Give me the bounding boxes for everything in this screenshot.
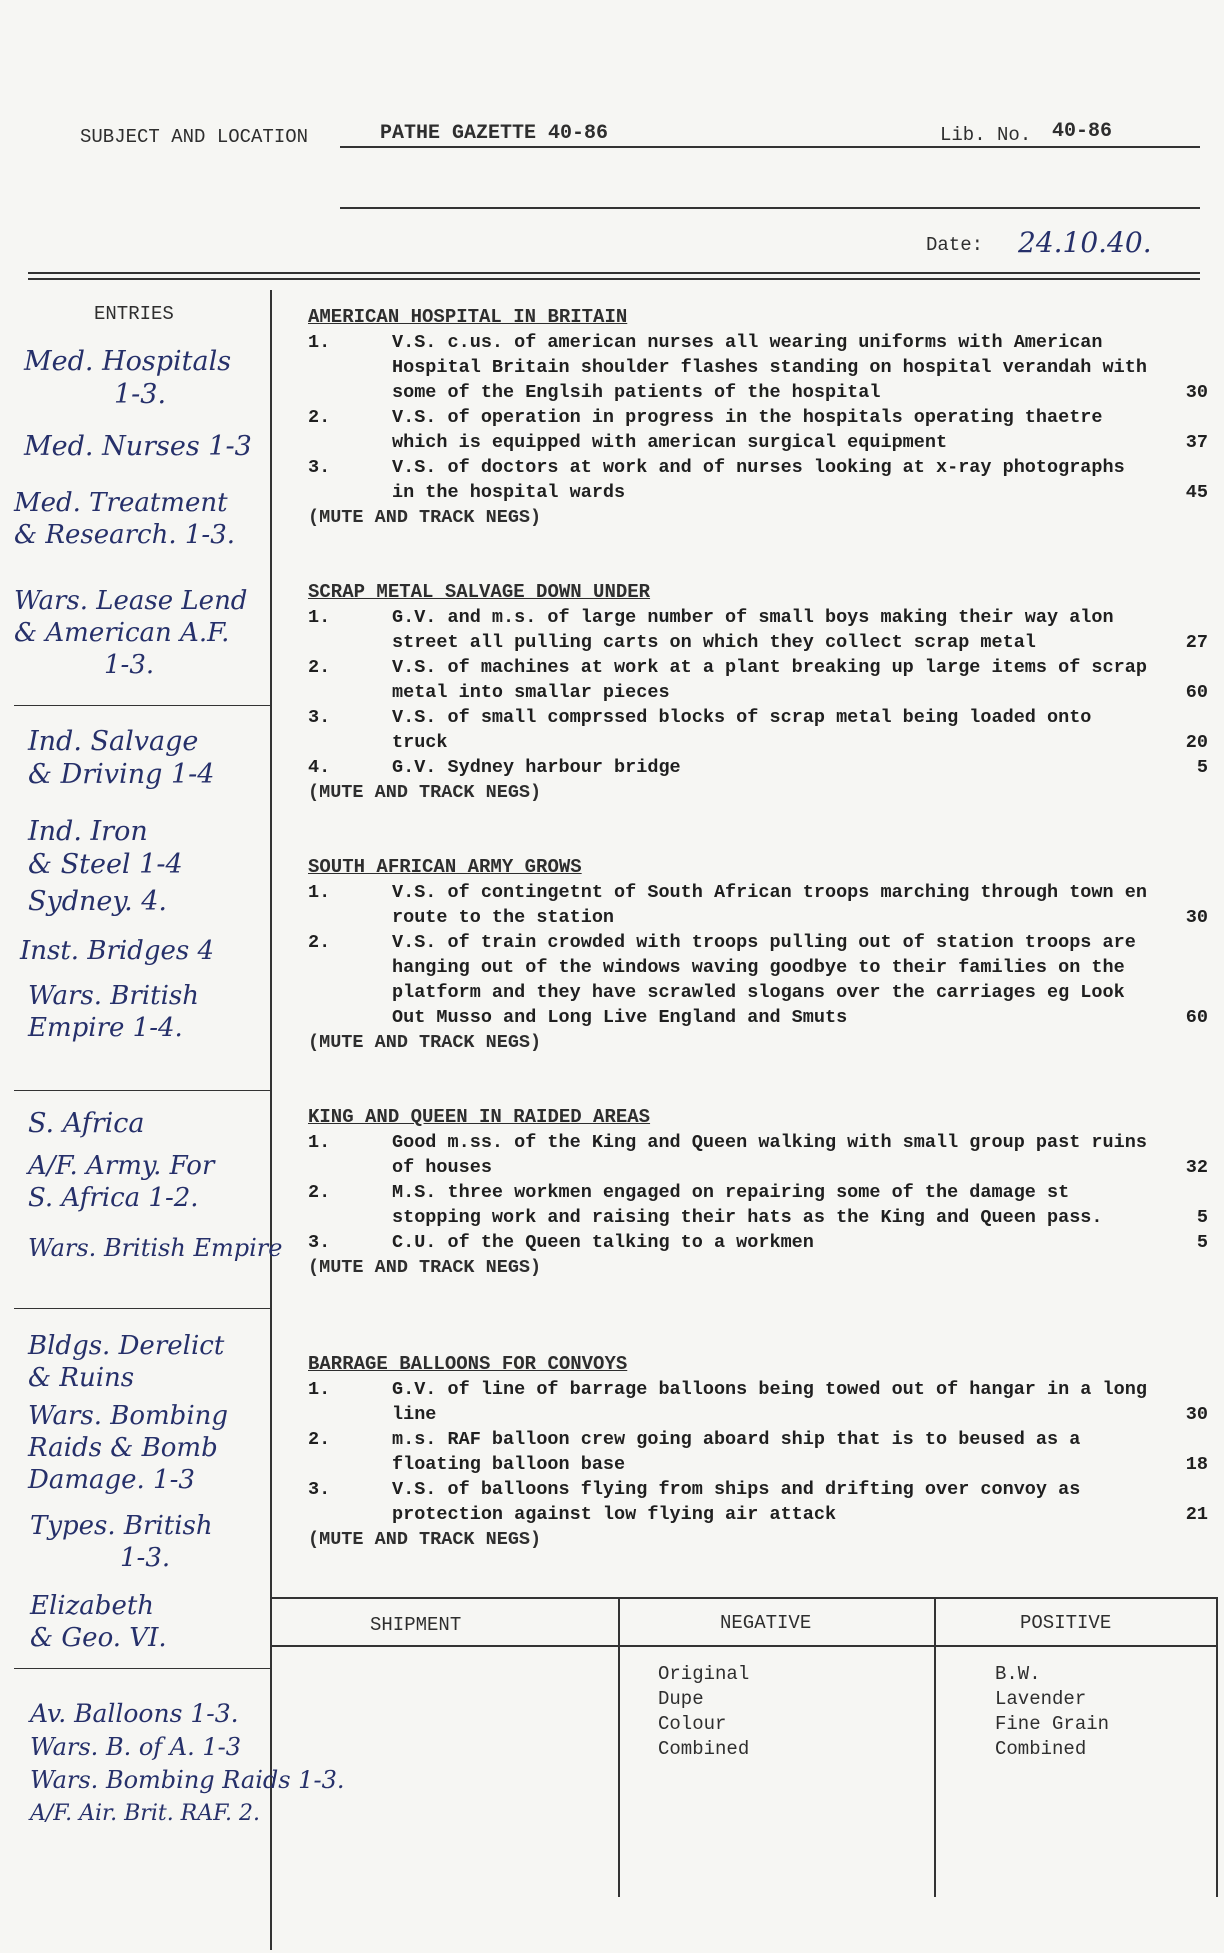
shot-item xyxy=(308,1130,1208,1180)
shot-footage: 45 xyxy=(1185,482,1208,503)
shot-footage: 21 xyxy=(1185,1504,1208,1525)
handwritten-entry xyxy=(28,1107,144,1140)
positive-item: B.W. xyxy=(995,1663,1041,1685)
subject-label: SUBJECT AND LOCATION xyxy=(80,126,309,148)
shot-description: V.S. of train crowded with troops pulling out of station troops are hanging out of the windows waving goodbye to their families on the platform and they have scrawled slogans over the carriages eg Look Out Musso and Long Live England and Smuts xyxy=(392,932,1136,1028)
handwritten-entry xyxy=(28,1330,224,1394)
shot-number: 4. xyxy=(308,757,331,778)
handwritten-entry xyxy=(20,935,214,967)
shot-number: 1. xyxy=(308,332,331,353)
shot-footage: 30 xyxy=(1185,907,1208,928)
shot-number: 2. xyxy=(308,1429,331,1450)
shot-footage: 37 xyxy=(1185,432,1208,453)
story-title: AMERICAN HOSPITAL IN BRITAIN xyxy=(308,306,628,328)
handwritten-entry xyxy=(24,345,231,411)
shot-footage: 5 xyxy=(1196,1207,1208,1228)
negative-item: Colour xyxy=(658,1713,727,1735)
handwritten-line: Damage. 1-3 xyxy=(28,1465,195,1495)
handwritten-line: Wars. B. of A. 1-3 xyxy=(30,1733,242,1761)
shot-description: V.S. of small comprssed blocks of scrap metal being loaded onto truck xyxy=(392,707,1092,753)
shot-item xyxy=(308,330,1208,405)
shot-description: m.s. RAF balloon crew going aboard ship that is to beused as a floating balloon base xyxy=(392,1429,1081,1475)
shot-item xyxy=(308,655,1208,705)
positive-item: Lavender xyxy=(995,1688,1087,1710)
handwritten-entry xyxy=(28,980,199,1044)
shot-description: M.S. three workmen engaged on repairing some of the damage st stopping work and raising their hats as the King and Queen pass. xyxy=(392,1182,1103,1228)
shot-description: V.S. of operation in progress in the hospitals operating thaetre which is equipped with american surgical equipment xyxy=(392,407,1103,453)
entries-separator xyxy=(14,1308,270,1309)
shot-item xyxy=(308,605,1208,655)
date-value: 24.10.40. xyxy=(1018,226,1152,259)
entries-separator xyxy=(14,705,270,706)
handwritten-line: Av. Balloons 1-3. xyxy=(30,1699,239,1728)
story-block xyxy=(308,1352,1208,1552)
handwritten-line: & Geo. VI. xyxy=(30,1623,167,1653)
negative-item: Dupe xyxy=(658,1688,704,1710)
story-footnote: (MUTE AND TRACK NEGS) xyxy=(308,1032,542,1053)
shot-item xyxy=(308,705,1208,755)
shot-number: 2. xyxy=(308,1182,331,1203)
shot-description: Good m.ss. of the King and Queen walking with small group past ruins of houses xyxy=(392,1132,1147,1178)
shot-footage: 18 xyxy=(1185,1454,1208,1475)
shot-footage: 32 xyxy=(1185,1157,1208,1178)
shot-footage: 20 xyxy=(1185,732,1208,753)
shot-description: V.S. c.us. of american nurses all wearing uniforms with American Hospital Britain shoulder flashes standing on hospital verandah with some of the Englsih patients of the hospital xyxy=(392,332,1147,403)
handwritten-entry xyxy=(28,725,214,791)
handwritten-line: Wars. British Empire xyxy=(28,1234,283,1262)
table-divider-1 xyxy=(618,1597,620,1897)
entries-column-divider xyxy=(270,290,272,1950)
handwritten-line: Inst. Bridges 4 xyxy=(20,936,215,966)
header-rule-bottom xyxy=(28,278,1200,280)
handwritten-line: Wars. Lease Lend xyxy=(14,586,248,616)
handwritten-line: Ind. Iron xyxy=(28,816,148,847)
handwritten-line: A/F. Army. For xyxy=(28,1151,215,1181)
table-rule-header xyxy=(270,1645,1216,1647)
handwritten-line: Med. Treatment xyxy=(14,488,228,518)
handwritten-line: & Ruins xyxy=(28,1363,135,1393)
story-footnote: (MUTE AND TRACK NEGS) xyxy=(308,1257,542,1278)
handwritten-line: Elizabeth xyxy=(30,1591,155,1621)
shot-item xyxy=(308,1377,1208,1427)
shot-number: 1. xyxy=(308,1132,331,1153)
shot-description: V.S. of balloons flying from ships and drifting over convoy as protection against low flying air attack xyxy=(392,1479,1081,1525)
shot-description: V.S. of doctors at work and of nurses looking at x-ray photographs in the hospital wards xyxy=(392,457,1125,503)
handwritten-line: Types. British xyxy=(30,1511,213,1541)
positive-header: POSITIVE xyxy=(1020,1612,1112,1634)
story-block xyxy=(308,305,1208,530)
shot-item xyxy=(308,880,1208,930)
subject-value: PATHE GAZETTE 40-86 xyxy=(380,122,609,145)
shot-item xyxy=(308,755,1208,780)
negative-item: Combined xyxy=(658,1738,750,1760)
shot-description: C.U. of the Queen talking to a workmen xyxy=(392,1232,814,1253)
shot-item xyxy=(308,405,1208,455)
shot-footage: 60 xyxy=(1185,682,1208,703)
story-footnote: (MUTE AND TRACK NEGS) xyxy=(308,507,542,528)
handwritten-line: Wars. Bombing xyxy=(28,1401,229,1431)
shot-footage: 27 xyxy=(1185,632,1208,653)
negative-list xyxy=(658,1662,749,1762)
shot-footage: 5 xyxy=(1196,757,1208,778)
handwritten-line: 1-3. xyxy=(104,650,155,680)
table-rule-top xyxy=(270,1597,1216,1599)
shipment-header: SHIPMENT xyxy=(370,1614,462,1636)
handwritten-line: Wars. British xyxy=(28,981,199,1011)
shot-number: 3. xyxy=(308,707,331,728)
shot-number: 1. xyxy=(308,1379,331,1400)
shot-item xyxy=(308,1180,1208,1230)
shot-number: 2. xyxy=(308,932,331,953)
shot-description: G.V. of line of barrage balloons being towed out of hangar in a long line xyxy=(392,1379,1147,1425)
handwritten-line: S. Africa 1-2. xyxy=(28,1183,199,1213)
story-title: BARRAGE BALLOONS FOR CONVOYS xyxy=(308,1353,628,1375)
handwritten-entry xyxy=(30,1800,260,1828)
handwritten-entry xyxy=(28,1150,214,1214)
handwritten-entry xyxy=(30,1590,167,1654)
handwritten-line: Empire 1-4. xyxy=(28,1013,183,1043)
handwritten-line: & American A.F. xyxy=(14,618,230,648)
shot-description: G.V. and m.s. of large number of small boys making their way alon street all pulling carts on which they collect scrap metal xyxy=(392,607,1114,653)
handwritten-entry xyxy=(24,430,252,463)
shot-footage: 5 xyxy=(1196,1232,1208,1253)
handwritten-entry xyxy=(14,487,235,551)
entries-separator xyxy=(14,1668,270,1669)
negative-item: Original xyxy=(658,1663,750,1685)
negative-header: NEGATIVE xyxy=(720,1612,812,1634)
shot-number: 1. xyxy=(308,882,331,903)
handwritten-line: Sydney. 4. xyxy=(28,886,167,917)
positive-item: Combined xyxy=(995,1738,1087,1760)
shot-description: V.S. of contingetnt of South African troops marching through town en route to the station xyxy=(392,882,1147,928)
date-label: Date: xyxy=(926,234,984,256)
shot-item xyxy=(308,1427,1208,1477)
story-title: SCRAP METAL SALVAGE DOWN UNDER xyxy=(308,581,651,603)
story-footnote: (MUTE AND TRACK NEGS) xyxy=(308,1529,542,1550)
story-footnote: (MUTE AND TRACK NEGS) xyxy=(308,782,542,803)
handwritten-line: Bldgs. Derelict xyxy=(28,1331,225,1361)
story-block xyxy=(308,855,1208,1055)
handwritten-entry xyxy=(14,585,247,681)
shot-number: 3. xyxy=(308,1479,331,1500)
handwritten-entry xyxy=(28,885,167,918)
shot-footage: 60 xyxy=(1185,1007,1208,1028)
shot-item xyxy=(308,1477,1208,1527)
handwritten-line: 1-3. xyxy=(120,1543,171,1573)
handwritten-line: & Research. 1-3. xyxy=(14,520,235,550)
table-divider-3 xyxy=(1216,1597,1218,1897)
shot-number: 2. xyxy=(308,657,331,678)
handwritten-line: Med. Hospitals xyxy=(24,346,232,377)
story-block xyxy=(308,1105,1208,1280)
handwritten-entry xyxy=(28,815,183,881)
handwritten-entry xyxy=(30,1765,344,1795)
handwritten-line: Wars. Bombing Raids 1-3. xyxy=(30,1766,345,1794)
shot-number: 1. xyxy=(308,607,331,628)
lib-no-label: Lib. No. xyxy=(940,124,1032,146)
handwritten-line: S. Africa xyxy=(28,1108,145,1139)
shot-description: G.V. Sydney harbour bridge xyxy=(392,757,681,778)
story-title: SOUTH AFRICAN ARMY GROWS xyxy=(308,856,582,878)
shot-footage: 30 xyxy=(1185,382,1208,403)
handwritten-entry xyxy=(30,1510,213,1574)
table-divider-2 xyxy=(934,1597,936,1897)
subject-underline xyxy=(340,146,1200,148)
shot-number: 3. xyxy=(308,457,331,478)
handwritten-entry xyxy=(28,1400,228,1496)
shot-item xyxy=(308,455,1208,505)
handwritten-entry xyxy=(30,1698,239,1729)
shot-description: V.S. of machines at work at a plant breaking up large items of scrap metal into smallar pieces xyxy=(392,657,1147,703)
positive-list xyxy=(995,1662,1109,1762)
story-title: KING AND QUEEN IN RAIDED AREAS xyxy=(308,1106,651,1128)
handwritten-line: Med. Nurses 1-3 xyxy=(24,431,252,462)
shot-number: 2. xyxy=(308,407,331,428)
lib-no-value: 40-86 xyxy=(1052,120,1113,143)
handwritten-entry xyxy=(30,1732,241,1762)
handwritten-line: & Driving 1-4 xyxy=(28,759,215,790)
shot-footage: 30 xyxy=(1185,1404,1208,1425)
handwritten-entry xyxy=(28,1233,282,1263)
header-rule-top xyxy=(28,272,1200,274)
positive-item: Fine Grain xyxy=(995,1713,1110,1735)
story-block xyxy=(308,580,1208,805)
entries-separator xyxy=(14,1090,270,1091)
handwritten-line: Ind. Salvage xyxy=(28,726,199,757)
handwritten-line: Raids & Bomb xyxy=(28,1433,218,1463)
shot-item xyxy=(308,930,1208,1030)
subject-underline-2 xyxy=(340,207,1200,209)
handwritten-line: 1-3. xyxy=(114,379,167,410)
shot-item xyxy=(308,1230,1208,1255)
entries-header: ENTRIES xyxy=(94,303,174,325)
handwritten-line: & Steel 1-4 xyxy=(28,849,183,880)
handwritten-line: A/F. Air. Brit. RAF. 2. xyxy=(30,1801,260,1826)
shot-number: 3. xyxy=(308,1232,331,1253)
